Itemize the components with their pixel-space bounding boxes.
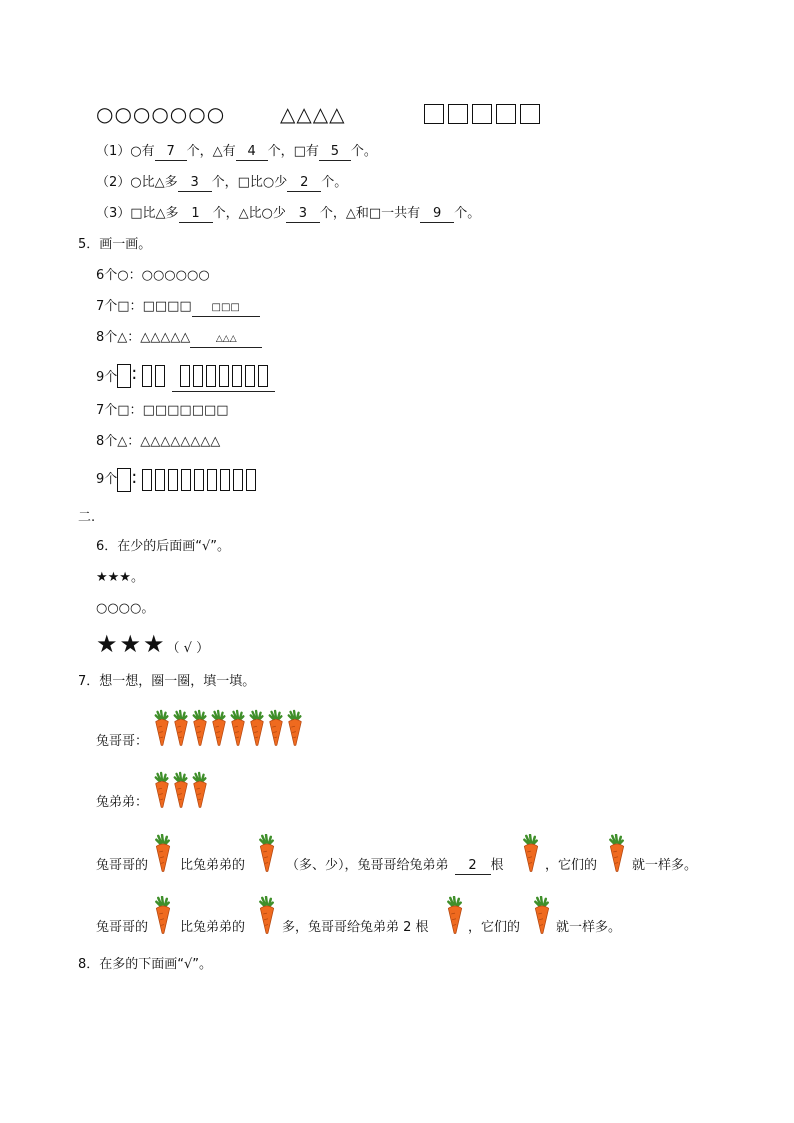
tall-square-shape	[246, 469, 256, 491]
tall-square-shape	[168, 469, 178, 491]
tall-square-shape	[207, 469, 217, 491]
carrot-icon	[191, 708, 209, 748]
carrot-icon	[267, 708, 285, 748]
q5-r6-label: 8个△：	[96, 434, 141, 449]
tall-square-shape	[142, 469, 152, 491]
tall-square-shape	[220, 469, 230, 491]
q5-row-9-b	[96, 464, 259, 494]
q4-l1-answer1: 7	[155, 144, 187, 161]
q4-l2-text2: 个，□比○少	[211, 175, 288, 190]
tall-square-shape	[233, 469, 243, 491]
q5-r7-squares	[142, 472, 259, 487]
q4-line2	[96, 173, 347, 193]
square-shape	[448, 104, 468, 124]
q4-l1-text2: 个，△有	[186, 144, 236, 159]
q4-l3-answer1: 1	[179, 206, 213, 223]
q7-s1-mid	[286, 856, 504, 876]
tall-square-shape	[180, 365, 190, 387]
q7-s1-answer: 2	[455, 858, 491, 875]
big-bro-carrots	[153, 708, 305, 748]
carrot-icon	[152, 896, 174, 934]
tall-square-shape	[206, 365, 216, 387]
carrot-icon	[520, 834, 542, 872]
square-shape	[424, 104, 444, 124]
q7-s1-d: 根	[490, 858, 504, 873]
little-bro-carrots	[153, 770, 210, 810]
top-circles: ○○○○○○○	[96, 102, 226, 126]
q5-row-7-squares	[96, 297, 260, 317]
square-shape	[520, 104, 540, 124]
q5-row-8-triangles-b	[96, 432, 220, 452]
q5-r3-label: 8个△：	[96, 330, 141, 345]
q5-row-7-squares-b	[96, 401, 229, 421]
q4-l1-text1: （1）○有	[96, 144, 155, 159]
q5-row-8-triangles	[96, 328, 262, 348]
q5-r5-shapes: □□□□□□□	[142, 403, 229, 418]
q7-s2-e: ，它们的	[468, 920, 521, 935]
q4-l2-text1: （2）○比△多	[96, 175, 178, 190]
tall-square-shape	[142, 365, 152, 387]
carrot-icon	[153, 708, 171, 748]
tall-square-shape	[193, 365, 203, 387]
carrot-icon	[256, 834, 278, 872]
q7-s2-b: 比兔弟弟的	[180, 920, 246, 935]
carrot-icon	[191, 770, 209, 810]
q6-title: 6．在少的后面画“√”。	[96, 539, 231, 554]
q5-r2-shapes: □□□□	[142, 299, 192, 314]
square-shape	[496, 104, 516, 124]
tall-square-shape	[194, 469, 204, 491]
q4-l3-text4: 个。	[454, 206, 481, 221]
q7-s1-f: 就一样多。	[632, 858, 698, 873]
carrot-icon	[248, 708, 266, 748]
q5-r2-label: 7个□：	[96, 299, 143, 314]
q6-circles: ○○○○。	[96, 601, 155, 616]
q7-s2-f: 就一样多。	[556, 920, 622, 935]
tall-square-shape	[155, 365, 165, 387]
q4-l2-answer1: 3	[178, 175, 212, 192]
carrot-icon	[210, 708, 228, 748]
q7-s2-a: 兔哥哥的	[96, 920, 149, 935]
q7-s1-a: 兔哥哥的	[96, 858, 149, 873]
q4-l2-text3: 个。	[321, 175, 348, 190]
q4-l3-answer2: 3	[286, 206, 320, 223]
top-triangles: △△△△	[280, 102, 346, 126]
q6-stars-small: ★★★。	[96, 570, 144, 585]
q5-r7-label: 9个	[96, 472, 118, 487]
colon-text: :	[131, 467, 138, 488]
q5-r3-shapes: △△△△△	[140, 330, 191, 345]
q5-r1-label: 6个○：	[96, 268, 142, 283]
carrot-icon	[172, 708, 190, 748]
q5-row-9-a	[96, 360, 275, 392]
q5-r5-label: 7个□：	[96, 403, 143, 418]
q5-title: 5．画一画。	[78, 237, 152, 252]
carrot-icon	[606, 834, 628, 872]
tall-square-shape	[155, 469, 165, 491]
q7-s1-c: （多、少），兔哥哥给兔弟弟	[286, 858, 449, 873]
q4-l3-text1: （3）□比△多	[96, 206, 179, 221]
q8-title: 8．在多的下面画“√”。	[78, 957, 213, 972]
q4-l3-text2: 个，△比○少	[212, 206, 286, 221]
q7-little-bro-label: 兔弟弟：	[96, 795, 149, 810]
q4-l3-answer3: 9	[420, 206, 454, 223]
q4-l3-text3: 个，△和□一共有	[319, 206, 421, 221]
section-2-heading: 二.	[78, 510, 96, 525]
q7-s1-b: 比兔弟弟的	[180, 858, 246, 873]
q4-l1-text3: 个，□有	[267, 144, 319, 159]
q6-stars-big: ★★★	[96, 630, 167, 658]
carrot-icon	[152, 834, 174, 872]
colon-text: :	[131, 363, 138, 384]
q4-line1	[96, 142, 377, 162]
carrot-icon	[229, 708, 247, 748]
carrot-icon	[531, 896, 553, 934]
q7-big-bro-label: 兔哥哥：	[96, 734, 149, 749]
q5-r3-extra: △△△	[190, 331, 262, 348]
q6-answer-row	[96, 630, 210, 659]
carrot-icon	[256, 896, 278, 934]
carrot-icon	[153, 770, 171, 810]
carrot-icon	[286, 708, 304, 748]
q4-line3	[96, 204, 480, 224]
top-squares	[424, 104, 544, 125]
q6-check-answer: （ √ ）	[166, 641, 210, 656]
q5-r2-extra: □□□	[192, 300, 260, 317]
q5-row-6-circles	[96, 266, 210, 286]
q7-title: 7．想一想，圈一圈，填一填。	[78, 674, 256, 689]
q4-l1-answer3: 5	[319, 144, 351, 161]
q5-r6-shapes: △△△△△△△△	[140, 434, 221, 449]
tall-square-shape	[232, 365, 242, 387]
tall-square-shape	[245, 365, 255, 387]
q5-r1-shapes: ○○○○○○	[141, 268, 210, 283]
tall-square-shape	[181, 469, 191, 491]
q4-l1-text4: 个。	[350, 144, 377, 159]
q5-r4-label: 9个	[96, 370, 118, 385]
square-shape	[472, 104, 492, 124]
tall-square-shape	[219, 365, 229, 387]
carrot-icon	[172, 770, 190, 810]
q4-l1-answer2: 4	[236, 144, 268, 161]
tall-square-shape	[117, 468, 131, 492]
q4-l2-answer2: 2	[287, 175, 321, 192]
q7-s1-e: ，它们的	[545, 858, 598, 873]
tall-square-shape	[117, 364, 131, 388]
carrot-icon	[444, 896, 466, 934]
q5-r4-extra	[172, 362, 275, 392]
tall-square-shape	[258, 365, 268, 387]
q7-s2-c: 多，兔哥哥给兔弟弟 2 根	[282, 920, 429, 935]
